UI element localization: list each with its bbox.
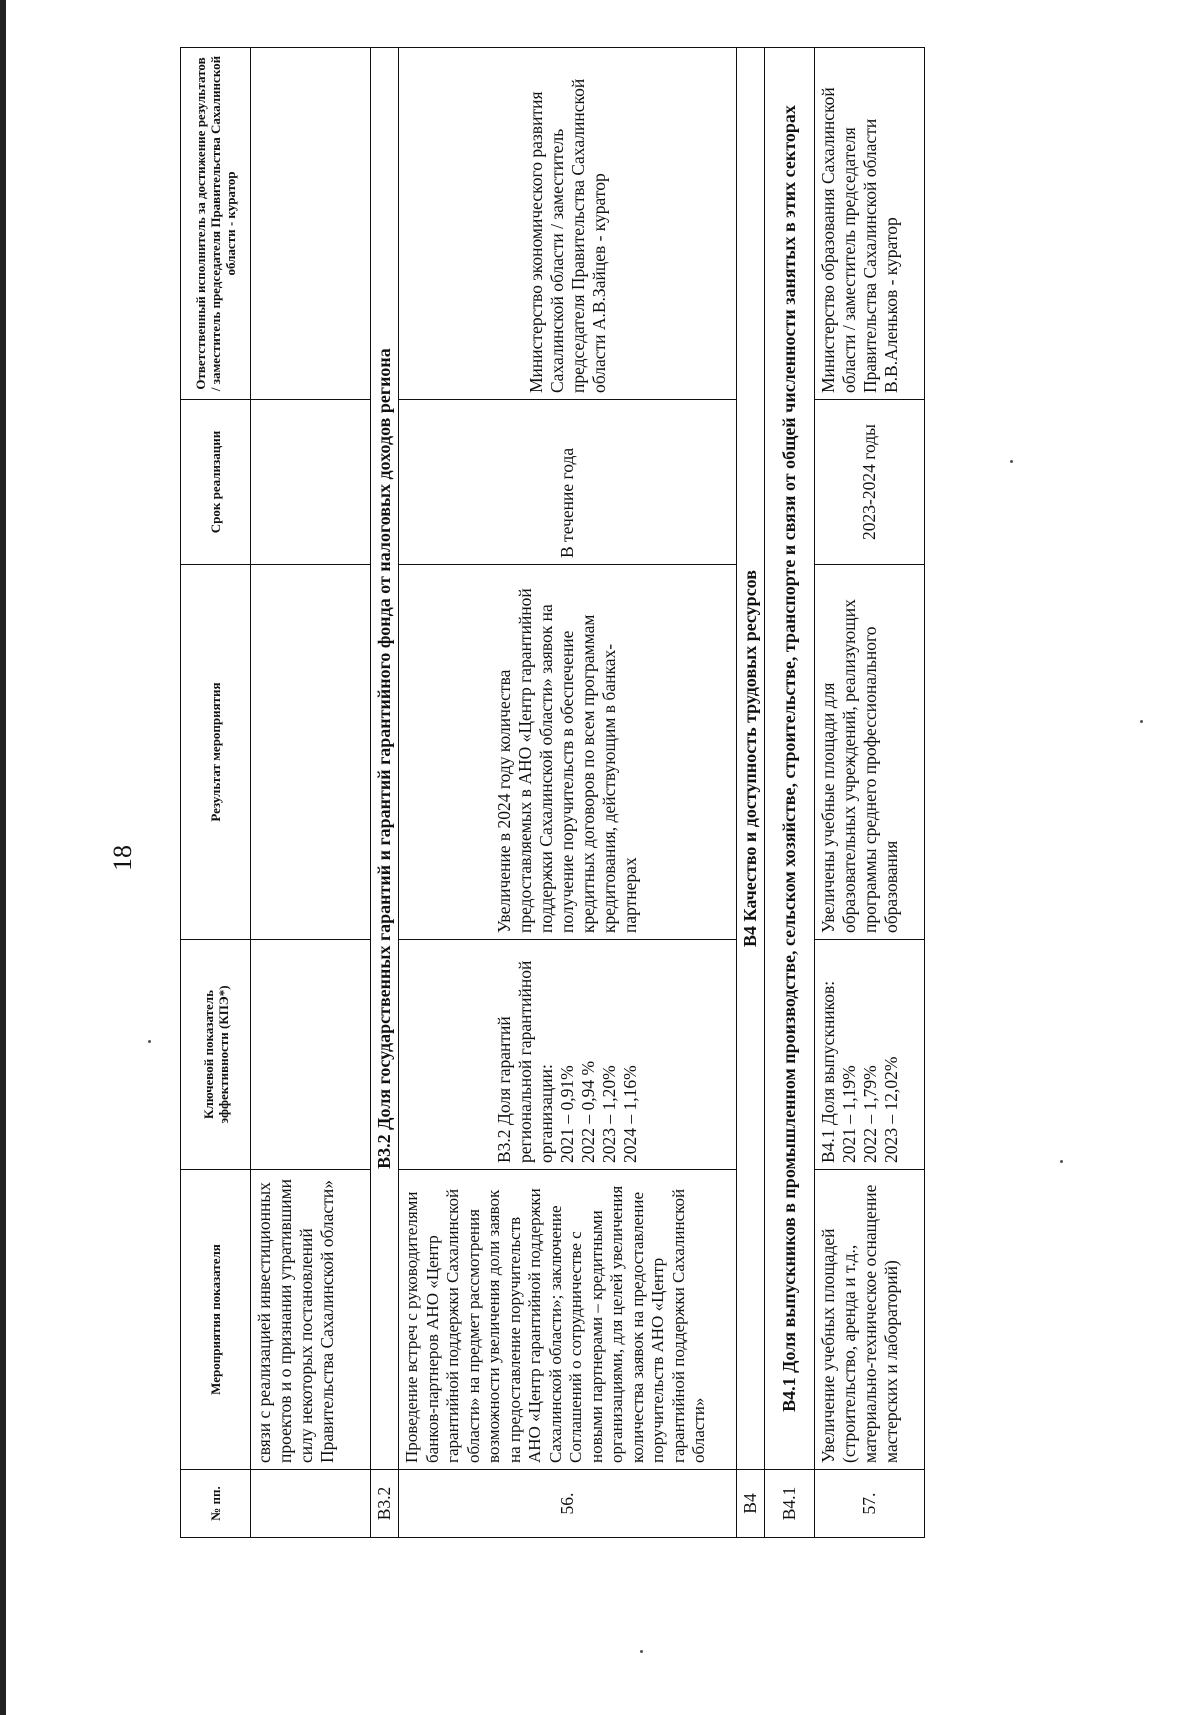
section-num: В4	[737, 1470, 765, 1538]
header-responsible: Ответственный исполнитель за достижение результатов / заместитель председателя Правительства Сахалинской области - куратор	[181, 48, 251, 400]
header-activity: Мероприятия показателя	[181, 1170, 251, 1470]
scan-speck	[1060, 1160, 1063, 1163]
cell-activity: Проведение встреч с руководителями банков-партнеров АНО «Центр гарантийной поддержки Сахалинской области» на предмет рассмотрения возможности увеличения доли заявок на предоставление поручительств АНО «Центр гарантийной поддержки Сахалинской области»; заключение Соглашений о сотрудничестве с новыми партнерами – кредитными организациями, для целей увеличения количества заявок на предоставление поручительств АНО «Центр гарантийной поддержки Сахалинской области»	[399, 1170, 737, 1470]
section-title: В4.1 Доля выпускников в промышленном производстве, сельском хозяйстве, строительстве, транспорте и связи от общей численности занятых в этих секторах	[765, 48, 815, 1470]
header-kpi: Ключевой показатель эффективности (КПЭ*)	[181, 940, 251, 1170]
header-result: Результат мероприятия	[181, 565, 251, 940]
table-rotator	[180, 48, 920, 1538]
scan-speck	[148, 1040, 151, 1043]
header-num: № пп.	[181, 1470, 251, 1538]
cell-activity: связи с реализацией инвестиционных проектов и о признании утратившими силу некоторых постановлений Правительства Сахалинской области»	[251, 1170, 371, 1470]
scan-speck	[640, 1650, 643, 1653]
section-title: В3.2 Доля государственных гарантий и гарантий гарантийного фонда от налоговых доходов региона	[371, 48, 399, 1470]
section-num: В3.2	[371, 1470, 399, 1538]
cell-term: В течение года	[399, 400, 737, 565]
page-number: 18	[108, 845, 137, 871]
cell-kpi: В3.2 Доля гарантий региональной гарантийной организации: 2021 – 0,91% 2022 – 0,94 % 2023 – 1,20% 2024 – 1,16%	[399, 940, 737, 1170]
cell-num: 57.	[815, 1470, 925, 1538]
section-row-b32	[371, 48, 399, 1538]
header-term: Срок реализации	[181, 400, 251, 565]
cell-result	[251, 565, 371, 940]
cell-kpi	[251, 940, 371, 1170]
section-row-b41	[765, 48, 815, 1538]
cell-term: 2023-2024 годы	[815, 400, 925, 565]
scan-speck	[1010, 460, 1013, 463]
table-row-57	[815, 48, 925, 1538]
cell-num: 56.	[399, 1470, 737, 1538]
table-row-56	[399, 48, 737, 1538]
rotated-table-frame	[180, 48, 920, 1538]
section-title: В4 Качество и доступность трудовых ресурсов	[737, 48, 765, 1470]
table-row-continued	[251, 48, 371, 1538]
scan-binding-edge	[0, 0, 6, 1715]
cell-responsible	[251, 48, 371, 400]
cell-kpi: В4.1 Доля выпускников: 2021 – 1,19% 2022 – 1,79% 2023 – 12,02%	[815, 940, 925, 1170]
cell-num	[251, 1470, 371, 1538]
cell-term	[251, 400, 371, 565]
header-row	[181, 48, 251, 1538]
cell-result: Увеличены учебные площади для образовательных учреждений, реализующих программы среднего профессионального образования	[815, 565, 925, 940]
cell-responsible: Министерство образования Сахалинской области / заместитель председателя Правительства Сахалинской области В.В.Аленьков - куратор	[815, 48, 925, 400]
section-row-b4	[737, 48, 765, 1538]
scan-speck	[1140, 720, 1143, 723]
cell-result: Увеличение в 2024 году количества предоставляемых в АНО «Центр гарантийной поддержки Сахалинской области» заявок на получение поручительств в обеспечение кредитных договоров по всем программам кредитования, действующим в банках-партнерах	[399, 565, 737, 940]
cell-activity: Увеличение учебных площадей (строительство, аренда и т.д., материально-техническое оснащение мастерских и лабораторий)	[815, 1170, 925, 1470]
measures-table	[180, 47, 925, 1538]
section-num: В4.1	[765, 1470, 815, 1538]
cell-responsible: Министерство экономического развития Сахалинской области / заместитель председателя Правительства Сахалинской области А.В.Зайцев - куратор	[399, 48, 737, 400]
